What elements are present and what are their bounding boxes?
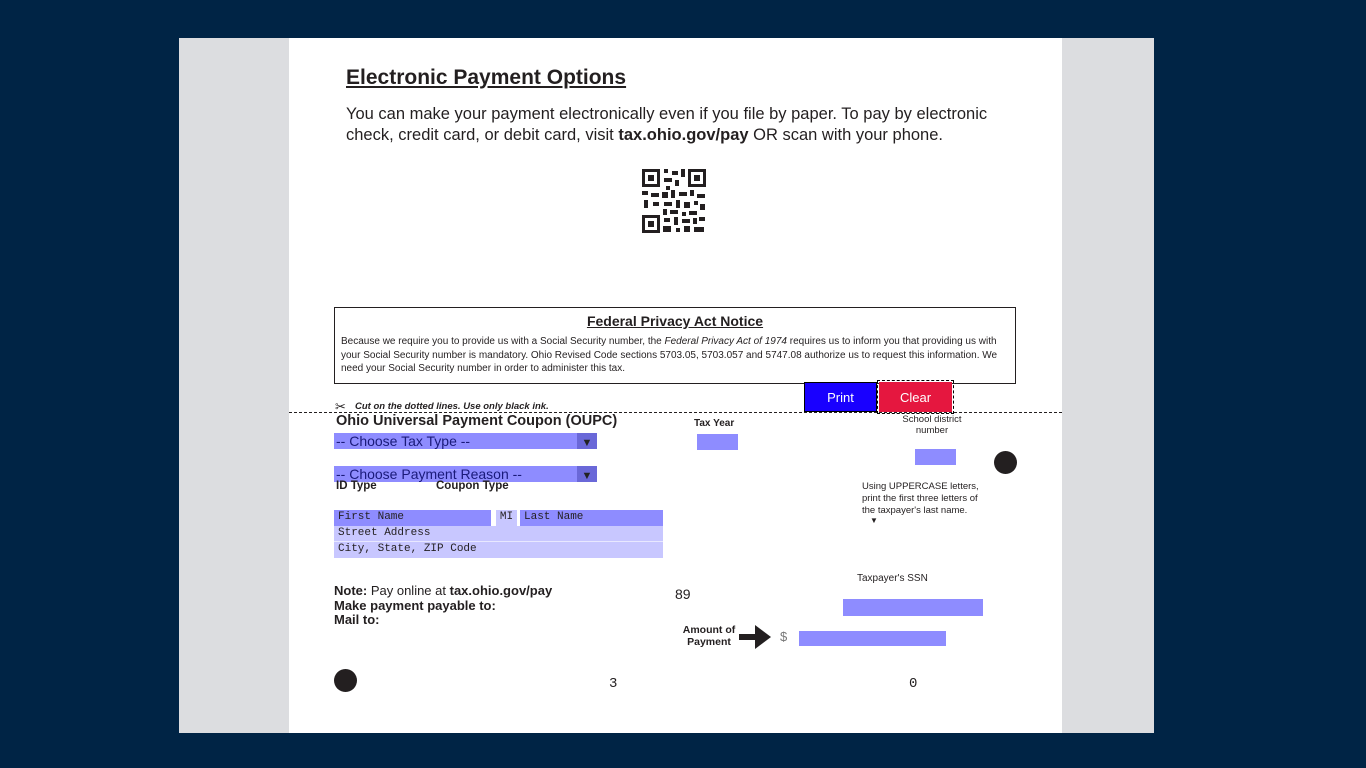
ssn-field[interactable] [843,599,983,616]
privacy-notice-title: Federal Privacy Act Notice [586,313,764,329]
payable-to-label: Make payment payable to: [334,597,496,613]
arrow-right-icon [739,625,771,649]
coupon-type-label: Coupon Type [436,480,509,492]
privacy-notice-text [341,335,1009,376]
scan-code-0: 0 [909,676,918,692]
note-label: Note: [334,583,368,598]
ssn-label: Taxpayer's SSN [857,573,928,584]
tax-year-field[interactable] [697,434,738,450]
document-viewer[interactable] [179,38,1154,733]
intro-link: tax.ohio.gov/pay [618,126,749,144]
registration-mark-icon [994,451,1017,474]
note-text: Pay online at [367,583,450,598]
privacy-notice [334,307,1016,384]
street-address-field[interactable]: Street Address [334,526,663,542]
document-page [289,38,1062,733]
qr-code-icon [641,168,707,234]
school-district-field[interactable] [915,449,956,465]
first-name-field[interactable]: First Name [334,510,491,526]
tax-year-label: Tax Year [694,418,735,429]
scan-code-3: 3 [609,676,618,692]
payment-reason-value: -- Choose Payment Reason -- [336,466,522,482]
mail-to-label: Mail to: [334,612,380,627]
cut-instruction: Cut on the dotted lines. Use only black ink. [355,401,549,412]
triangle-down-icon: ▼ [870,516,878,525]
payment-note [334,584,552,628]
chevron-down-icon[interactable]: ▼ [577,466,597,482]
intro-text-after: OR scan with your phone. [748,126,943,144]
tax-type-select[interactable] [334,433,597,449]
note-link: tax.ohio.gov/pay [449,583,553,598]
registration-mark-icon [334,669,357,692]
city-state-zip-field[interactable]: City, State, ZIP Code [334,542,663,558]
intro-text-before: You can make your payment electronically even if you file by paper. To pay by electronic check, credit card, or debit card, visit [346,105,988,144]
page-heading: Electronic Payment Options [346,66,627,89]
privacy-text-b: requires us to inform you that providing us with your Social Security number is mandatory. Ohio Revised Code sections 5703.05, 5703.057 and 5747.08 authorize us to request this information. We need your Social Security number in order to administer this tax. [341,336,998,374]
last-name-field[interactable]: Last Name [520,510,663,526]
amount-label: Amount of Payment [682,624,736,648]
form-code: 89 [675,586,691,602]
privacy-text-a: Because we require you to provide us with a Social Security number, the [341,336,665,347]
intro-paragraph [346,104,1026,146]
scissors-icon: ✂ [335,399,346,414]
chevron-down-icon[interactable]: ▼ [577,433,597,449]
clear-button[interactable]: Clear [879,382,952,412]
uppercase-instruction: Using UPPERCASE letters, print the first three letters of the taxpayer's last name. [862,481,979,516]
privacy-text-italic: Federal Privacy Act of 1974 [664,336,787,347]
school-district-label: School district number [902,414,962,436]
tax-type-value: -- Choose Tax Type -- [336,433,471,449]
middle-initial-field[interactable]: MI [496,510,517,526]
id-type-label: ID Type [336,480,377,492]
dollar-sign: $ [780,629,788,644]
amount-field[interactable] [799,631,946,646]
coupon-title: Ohio Universal Payment Coupon (OUPC) [336,413,618,429]
print-button[interactable]: Print [804,382,877,412]
